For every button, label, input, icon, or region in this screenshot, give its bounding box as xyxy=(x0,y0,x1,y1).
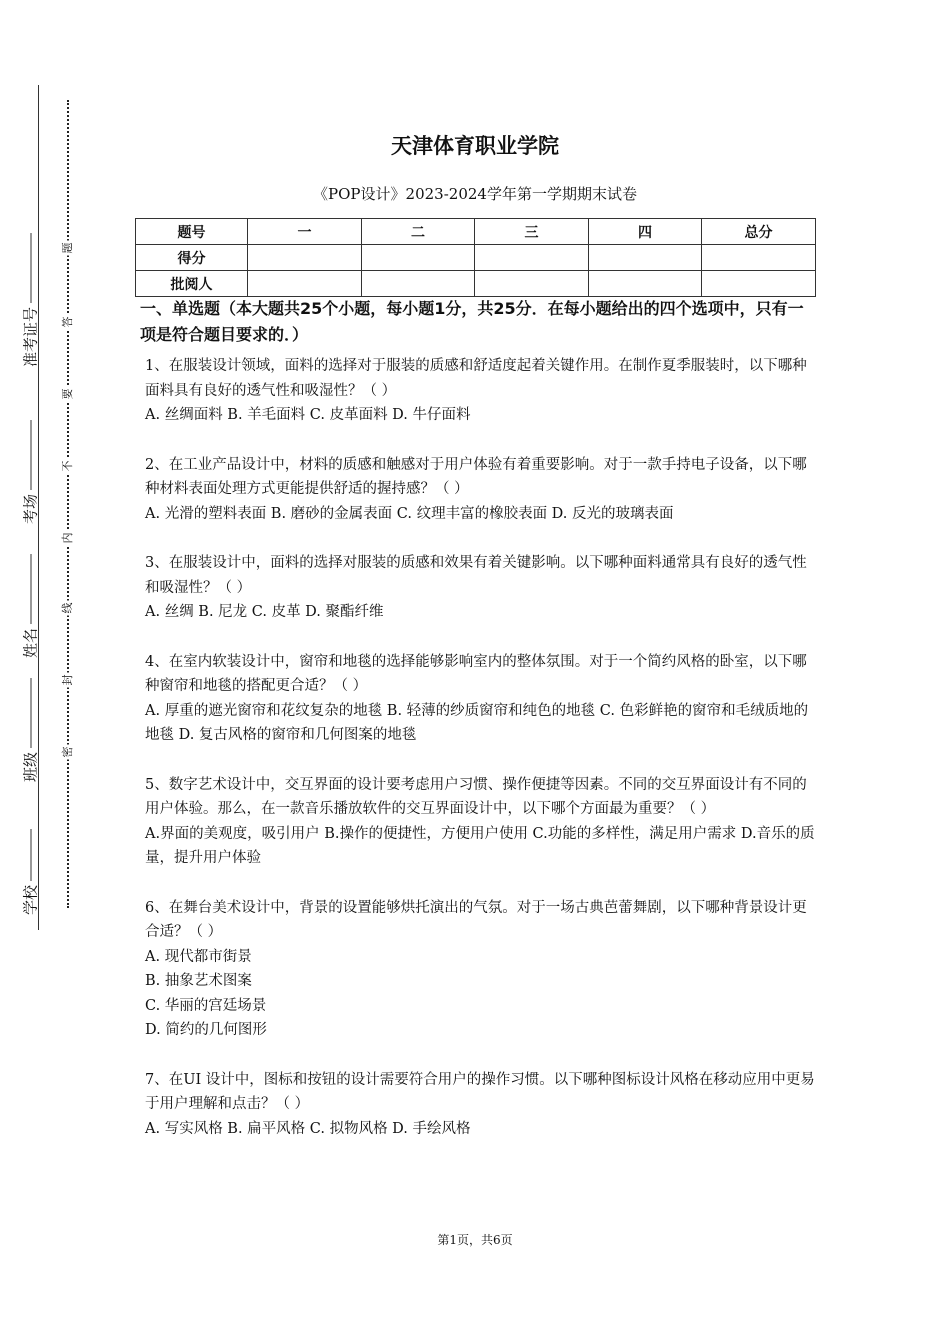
margin-field-class xyxy=(20,678,41,782)
school-title: 天津体育职业学院 xyxy=(391,134,559,158)
question-stem: 2、在工业产品设计中，材料的质感和触感对于用户体验有着重要影响。对于一款手持电子设备，以下哪种材料表面处理方式更能提供舒适的握持感？（ ） xyxy=(145,456,807,497)
fill-in-line xyxy=(31,233,32,303)
table-cell xyxy=(248,271,362,297)
question-options: A. 厚重的遮光窗帘和花纹复杂的地毯 B. 轻薄的纱质窗帘和纯色的地毯 C. 色彩鲜艳的窗帘和毛绒质地的地毯 D. 复古风格的窗帘和几何图案的地毯 xyxy=(145,702,809,743)
seal-char: 要 xyxy=(57,387,77,402)
question-options: A. 光滑的塑料表面 B. 磨砂的金属表面 C. 纹理丰富的橡胶表面 D. 反光的玻璃表面 xyxy=(145,505,674,522)
table-cell xyxy=(589,271,702,297)
margin-field-exam-id xyxy=(20,233,41,367)
question-option: B. 抽象艺术图案 xyxy=(145,973,252,989)
question xyxy=(145,551,815,625)
margin-field-label: 考场 xyxy=(21,493,40,525)
score-table-row xyxy=(136,245,816,271)
table-cell xyxy=(702,271,816,297)
table-cell xyxy=(248,245,362,271)
margin-field-name xyxy=(20,554,41,658)
exam-title: 《POP设计》2023-2024学年第一学期期末试卷 xyxy=(313,185,637,203)
table-cell xyxy=(362,271,475,297)
table-cell xyxy=(589,245,702,271)
table-cell: 得分 xyxy=(136,245,248,271)
seal-char: 题 xyxy=(57,241,77,256)
question xyxy=(145,650,815,748)
question-stem: 4、在室内软装设计中，窗帘和地毯的选择能够影响室内的整体氛围。对于一个简约风格的卧室，以下哪种窗帘和地毯的搭配更合适？（ ） xyxy=(145,653,807,694)
score-table xyxy=(135,218,816,297)
question-option: D. 简约的几何图形 xyxy=(145,1022,267,1038)
question-options: A. 丝绸 B. 尼龙 C. 皮革 D. 聚酯纤维 xyxy=(145,604,384,620)
table-cell: 二 xyxy=(362,219,475,245)
table-cell xyxy=(702,245,816,271)
fill-in-line xyxy=(31,829,32,881)
question-stem: 5、数字艺术设计中，交互界面的设计要考虑用户习惯、操作便捷等因素。不同的交互界面设计有不同的用户体验。那么，在一款音乐播放软件的交互界面设计中，以下哪个方面最为重要？（ ） xyxy=(145,776,807,817)
margin-field-label: 学校 xyxy=(21,884,40,916)
table-cell: 批阅人 xyxy=(136,271,248,297)
seal-char: 密 xyxy=(57,745,77,760)
question xyxy=(145,354,815,428)
margin-field-label: 姓名 xyxy=(21,627,40,659)
question xyxy=(145,453,815,527)
table-cell: 总分 xyxy=(702,219,816,245)
margin-field-school xyxy=(20,829,41,915)
question xyxy=(145,1068,815,1142)
seal-char: 不 xyxy=(57,459,77,474)
table-cell xyxy=(475,245,589,271)
fill-in-line xyxy=(31,678,32,748)
score-table-header-row xyxy=(136,219,816,245)
margin-field-exam-room xyxy=(20,420,41,524)
margin-field-label: 准考证号 xyxy=(21,306,40,368)
fill-in-line xyxy=(31,420,32,490)
question-stem: 6、在舞台美术设计中，背景的设置能够烘托演出的气氛。对于一场古典芭蕾舞剧，以下哪种背景设计更合适？（ ） xyxy=(145,899,807,940)
seal-char: 答 xyxy=(57,315,77,330)
question-stem: 7、在UI 设计中，图标和按钮的设计需要符合用户的操作习惯。以下哪种图标设计风格在移动应用中更易于用户理解和点击？（ ） xyxy=(145,1071,815,1112)
table-cell: 题号 xyxy=(136,219,248,245)
table-cell xyxy=(362,245,475,271)
seal-char: 内 xyxy=(57,531,77,546)
question xyxy=(145,896,815,1043)
seal-char: 线 xyxy=(57,601,77,616)
table-cell: 四 xyxy=(589,219,702,245)
section-title: 一、单选题（本大题共25个小题，每小题1分，共25分．在每小题给出的四个选项中，只有一项是符合题目要求的．） xyxy=(140,299,804,344)
exam-content xyxy=(140,296,815,1141)
table-cell xyxy=(475,271,589,297)
table-cell: 一 xyxy=(248,219,362,245)
question-option: C. 华丽的宫廷场景 xyxy=(145,997,267,1014)
table-cell: 三 xyxy=(475,219,589,245)
seal-char: 封 xyxy=(57,673,77,688)
question-option: A. 现代都市街景 xyxy=(145,948,252,965)
seal-dotted-line xyxy=(67,100,69,908)
fill-in-line xyxy=(31,554,32,624)
margin-field-label: 班级 xyxy=(21,751,40,783)
question-options: A. 丝绸面料 B. 羊毛面料 C. 皮革面料 D. 牛仔面料 xyxy=(145,407,471,423)
question-options: A.界面的美观度，吸引用户 B.操作的便捷性，方便用户使用 C.功能的多样性，满足用户需求 D.音乐的质量，提升用户体验 xyxy=(145,825,815,866)
score-table-row xyxy=(136,271,816,297)
question xyxy=(145,773,815,871)
question-stem: 3、在服装设计中，面料的选择对服装的质感和效果有着关键影响。以下哪种面料通常具有良好的透气性和吸湿性？（ ） xyxy=(145,555,807,596)
question-stem: 1、在服装设计领域，面料的选择对于服装的质感和舒适度起着关键作用。在制作夏季服装时，以下哪种面料具有良好的透气性和吸湿性？（ ） xyxy=(145,358,807,399)
page-number: 第1页，共6页 xyxy=(437,1233,513,1247)
question-options: A. 写实风格 B. 扁平风格 C. 拟物风格 D. 手绘风格 xyxy=(145,1120,471,1137)
